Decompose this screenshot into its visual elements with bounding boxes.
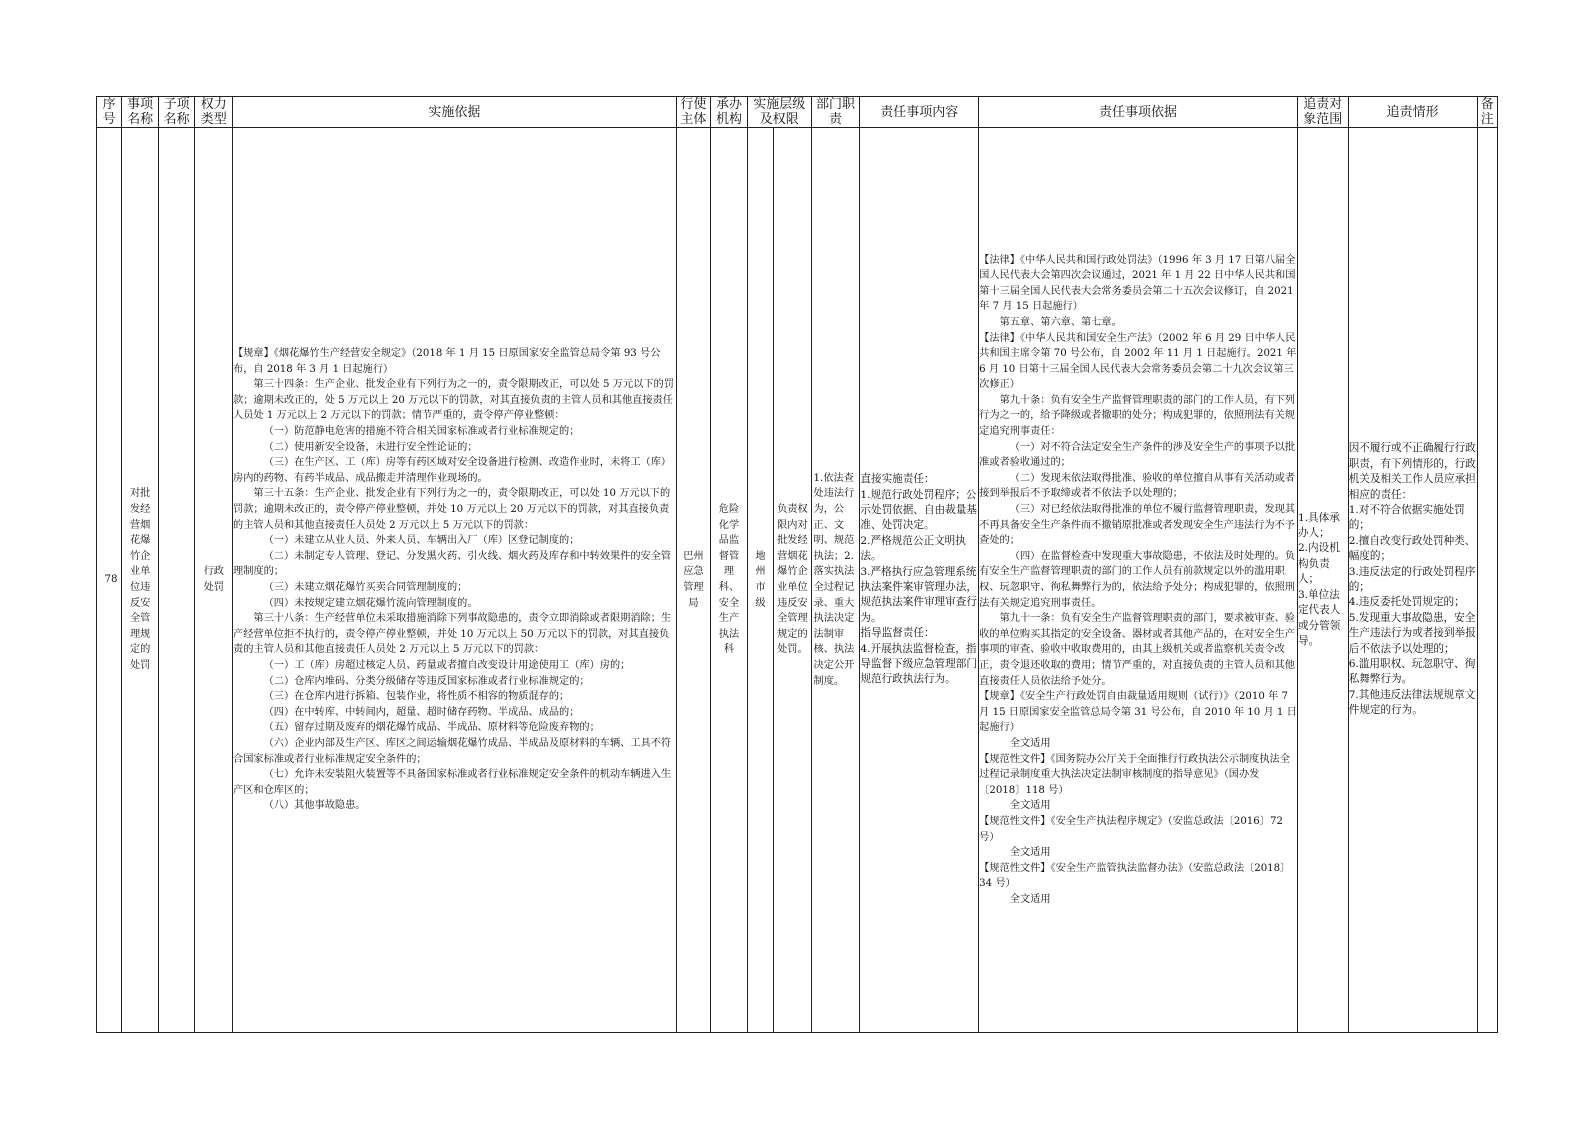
paragraph: （四）在中转库、中转间内，超量、超时储存药物、半成品、成品的；	[263, 706, 580, 718]
paragraph: （五）留存过期及废弃的烟花爆竹成品、半成品、原材料等危险废弃物的；	[263, 722, 600, 734]
paragraph: 第三十四条：生产企业、批发企业有下列行为之一的，责令限期改正，可以处 5 万元以下的罚款；逾期未改正的，处 5 万元以上 20 万元以下的罚款，对其直接负责的主管人员和其他直接责任人员处 1 万元以上 2 万元以下的罚款；情节严重的，责令停产停业整顿：	[233, 379, 674, 422]
paragraph: （八）其他事故隐患。	[263, 800, 366, 812]
paragraph: 全文适用	[1009, 737, 1051, 749]
paragraph: 指导监督责任：	[860, 627, 935, 640]
paragraph: 4.违反委托处罚规定的；	[1348, 596, 1465, 609]
paragraph: 全文适用	[1009, 800, 1051, 812]
paragraph: 【规章】《烟花爆竹生产经营安全规定》（2018 年 1 月 15 日原国家安全监管总局令第 93 号公布，自 2018 年 3 月 1 日起施行）	[233, 348, 661, 375]
power-list-table	[96, 96, 1498, 1033]
paragraph: 【规范性文件】《安全生产监管执法监督办法》（安监总政法〔2018〕34 号）	[979, 862, 1291, 890]
paragraph: 因不履行或不正确履行行政职责，有下列情形的，行政机关及相关工作人员应承担相应的责任：	[1348, 442, 1476, 501]
paragraph: 3.单位法定代表人或分管领导。	[1297, 588, 1341, 647]
paragraph: 1.规范行政处罚程序；公示处罚依据、自由裁量基准、处罚决定。	[860, 488, 977, 532]
header-level: 实施层级及权限	[747, 97, 811, 128]
cell-sub-name	[158, 128, 195, 1033]
header-agency: 承办机构	[711, 97, 748, 128]
cell-subject: 巴州应急管理局	[676, 128, 711, 1033]
paragraph: 直接实施责任：	[860, 473, 935, 486]
paragraph: 第三十八条：生产经营单位未采取措施消除下列事故隐患的，责令立即消除或者限期消除；生产经营单位拒不执行的，责令停产停业整顿，并处 10 万元以上 50 万元以下的罚款，对其直接负责的主管人员和其他直接责任人员处 2 万元以上 5 万元以下的罚款：	[233, 613, 672, 656]
header-subject: 行使主体	[676, 97, 711, 128]
paragraph: （三）未建立烟花爆竹买卖合同管理制度的；	[263, 582, 468, 593]
paragraph: （一）防范静电危害的措施不符合相关国家标准或者行业标准规定的；	[263, 426, 580, 438]
paragraph: 1.具体承办人；	[1297, 511, 1340, 540]
paragraph: 【规章】《安全生产行政处罚自由裁量适用规则（试行）》（2010 年 7 月 15 日原国家安全监管总局令第 31 号公布，自 2010 年 10 月 1 日起施行）	[979, 691, 1297, 734]
header-remarks: 备注	[1477, 97, 1497, 128]
paragraph: （六）企业内部及生产区、库区之间运输烟花爆竹成品、半成品及原材料的车辆、工具不符合国家标准或者行业标准规定安全条件的；	[233, 737, 672, 765]
header-sub-name: 子项名称	[158, 97, 195, 128]
paragraph: 1.对不符合依据实施处罚的；	[1348, 503, 1465, 532]
cell-remarks	[1477, 128, 1497, 1033]
cell-dept-duty: 1.依法查处违法行为，公正、文明、规范执法；2.落实执法全过程记录、重大执法决定法制审核、执法决定公开制度。	[811, 128, 860, 1033]
paragraph: （四）未按规定建立烟花爆竹流向管理制度的。	[263, 597, 478, 609]
paragraph: 全文适用	[1009, 893, 1051, 905]
paragraph: 第九十一条：负有安全生产监督管理职责的部门，要求被审查、验收的单位购买其指定的安全设备、器材或者其他产品的，在对安全生产事项的审查、验收中收取费用的，由其上级机关或者监察机关责令改正，责令退还收取的费用；情节严重的，对直接负责的主管人员和其他直接责任人员依法给予处分。	[979, 613, 1295, 687]
cell-level: 地州市级	[747, 128, 773, 1033]
paragraph: 7.其他违反法律法规规章文件规定的行为。	[1348, 688, 1476, 717]
paragraph: （二）未制定专人管理、登记、分发黑火药、引火线、烟火药及库存和中转效果件的安全管理制度的；	[233, 550, 672, 578]
paragraph: （一）未建立从业人员、外来人员、车辆出入厂（库）区登记制度的；	[263, 535, 580, 547]
paragraph: （二）发现未依法取得批准、验收的单位擅自从事有关活动或者接到举报后不予取缔或者不依法予以处理的；	[979, 472, 1296, 500]
cell-power-type: 行政处罚	[195, 128, 233, 1033]
paragraph: （七）允许未安装阻火装置等不具备国家标准或者行业标准规定安全条件的机动车辆进入生产区和仓库区的；	[233, 769, 672, 796]
paragraph: 2.严格规范公正文明执法。	[860, 534, 966, 563]
paragraph: 【规范性文件】《国务院办公厅关于全面推行行政执法公示制度执法全过程记录制度重大执法决定法制审核制度的指导意见》（国办发〔2018〕118 号）	[979, 753, 1290, 796]
paragraph: 第五章、第六章、第七章。	[999, 316, 1122, 328]
cell-seq: 78	[97, 128, 122, 1033]
paragraph: 【规范性文件】《安全生产执法程序规定》（安监总政法〔2016〕72 号）	[979, 815, 1283, 843]
paragraph: 3.严格执行应急管理系统执法案件案审管理办法，规范执法案件审理审查行为。	[860, 565, 977, 624]
cell-level-detail: 负责权限内对批发经营烟花爆竹企业单位违反安全管理规定的处罚。	[774, 128, 812, 1033]
cell-accountable-cases	[1348, 128, 1477, 1033]
header-power-type: 权力类型	[195, 97, 233, 128]
header-row	[97, 97, 1498, 128]
paragraph: 全文适用	[1009, 847, 1051, 859]
table-row	[97, 128, 1498, 1033]
cell-resp-content	[860, 128, 979, 1033]
header-accountable-cases: 追责情形	[1348, 97, 1477, 128]
paragraph: （二）仓库内堆码、分类分级储存等违反国家标准或者行业标准规定的；	[263, 675, 590, 687]
header-accountable-scope: 追责对象范围	[1297, 97, 1348, 128]
header-resp-basis: 责任事项依据	[979, 97, 1298, 128]
paragraph: 第九十条：负有安全生产监督管理职责的部门的工作人员，有下列行为之一的，给予降级或者撤职的处分；构成犯罪的，依照刑法有关规定追究刑事责任：	[979, 394, 1295, 438]
cell-agency: 危险化学品监督管理科、安全生产执法科	[711, 128, 748, 1033]
header-item-name: 事项名称	[122, 97, 159, 128]
paragraph: 【法律】《中华人民共和国安全生产法》（2002 年 6 月 29 日中华人民共和国主席令第 70 号公布，自 2002 年 11 月 1 日起施行。2021 年 6 月 10 日第十三届全国人民代表大会常务委员会第二十九次会议第三次修正）	[979, 332, 1297, 391]
paragraph: （一）对不符合法定安全生产条件的涉及安全生产的事项予以批准或者验收通过的；	[979, 441, 1296, 469]
cell-accountable-scope	[1297, 128, 1348, 1033]
paragraph: （三）在仓库内进行拆箱、包装作业，将性质不相容的物质混存的；	[263, 691, 570, 703]
paragraph: 4.开展执法监督检查，指导监督下级应急管理部门规范行政执法行为。	[860, 642, 977, 686]
paragraph: （四）在监督检查中发现重大事故隐患，不依法及时处理的。负有安全生产监督管理职责的部门的工作人员有前款规定以外的滥用职权、玩忽职守、徇私舞弊行为的，依法给予处分；构成犯罪的，依照刑法有关规定追究刑事责任。	[979, 550, 1296, 609]
paragraph: 第三十五条：生产企业、批发企业有下列行为之一的，责令限期改正，可以处 10 万元以下的罚款；逾期未改正的，责令停产停业整顿，并处 10 万元以上 20 万元以下的罚款，对其直接负责的主管人员和其他直接责任人员处 2 万元以上 5 万元以下的罚款：	[233, 488, 671, 531]
paragraph: （三）对已经依法取得批准的单位不履行监督管理职责，发现其不再具备安全生产条件而不撤销原批准或者发现安全生产违法行为不予查处的；	[979, 504, 1296, 547]
cell-item-name: 对批发经营烟花爆竹企业单位违反安全管理规定的处罚	[122, 128, 159, 1033]
paragraph: 【法律】《中华人民共和国行政处罚法》（1996 年 3 月 17 日第八届全国人民代表大会第四次会议通过，2021 年 1 月 22 日中华人民共和国第十三届全国人民代表大会常务委员会第二十五次会议修订，自 2021 年 7 月 15 日起施行）	[979, 254, 1296, 313]
header-seq: 序号	[97, 97, 122, 128]
paragraph: 6.滥用职权、玩忽职守、徇私舞弊行为。	[1348, 658, 1476, 686]
paragraph: （三）在生产区、工（库）房等有药区域对安全设备进行检测、改造作业时，未将工（库）房内的药物、有药半成品、成品搬走并清理作业现场的。	[233, 457, 672, 484]
paragraph: （二）使用新安全设备，未进行安全性论证的；	[263, 441, 478, 453]
paragraph: （一）工（库）房超过核定人员、药量或者擅自改变设计用途使用工（库）房的；	[263, 659, 631, 671]
header-basis: 实施依据	[233, 97, 677, 128]
header-dept-duty: 部门职责	[811, 97, 860, 128]
paragraph: 5.发现重大事故隐患，安全生产违法行为或者接到举报后不依法予以处理的；	[1348, 611, 1476, 655]
cell-basis	[233, 128, 677, 1033]
paragraph: 2.内设机构负责人；	[1297, 542, 1340, 586]
paragraph: 2.擅自改变行政处罚种类、幅度的；	[1348, 534, 1476, 563]
paragraph: 3.违反法定的行政处罚程序的；	[1348, 565, 1476, 593]
cell-resp-basis	[979, 128, 1298, 1033]
header-resp-content: 责任事项内容	[860, 97, 979, 128]
